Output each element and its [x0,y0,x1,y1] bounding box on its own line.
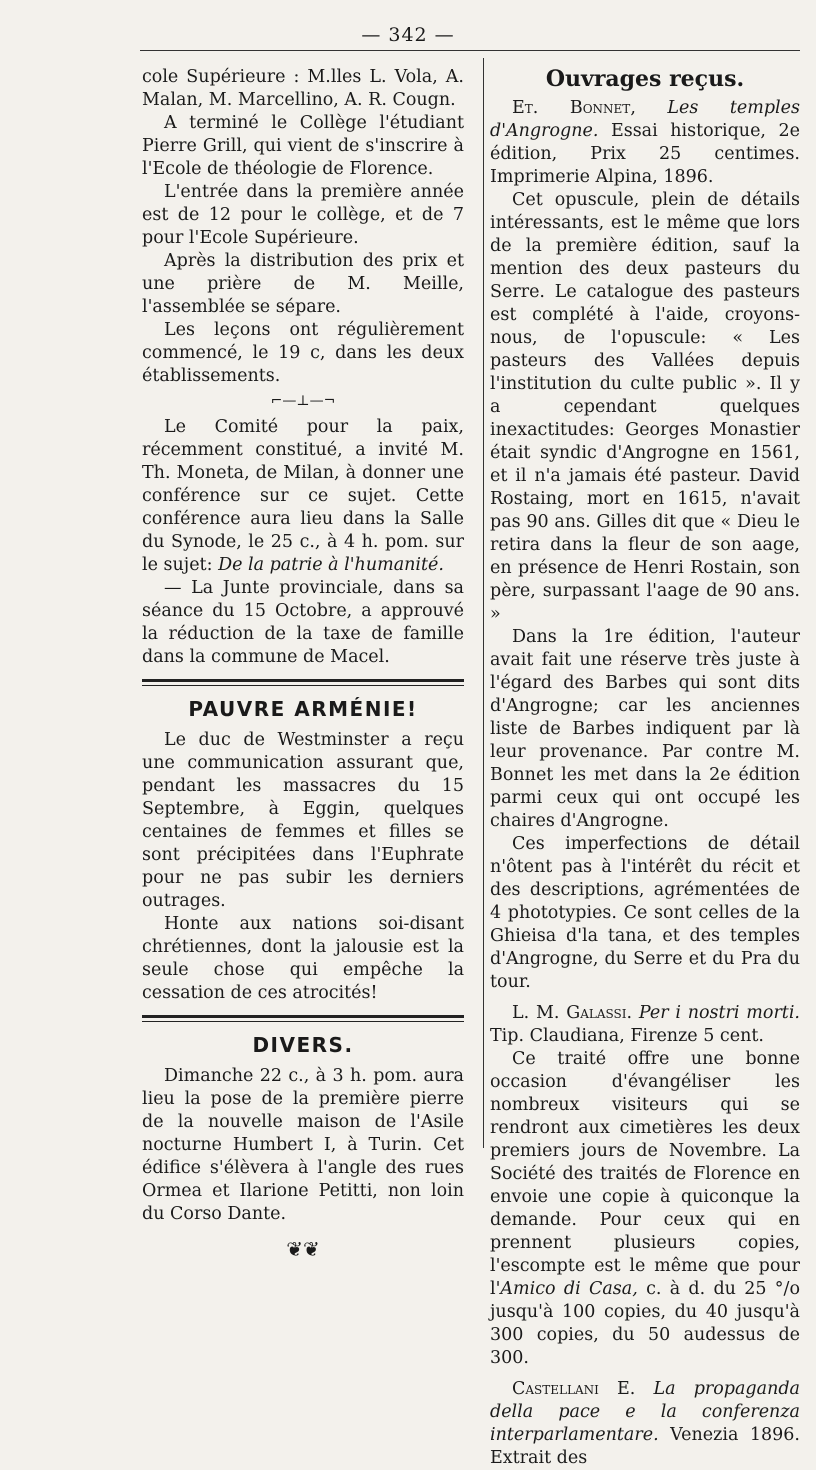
paragraph: Honte aux nations soi-disant chrétiennes, dont la jalousie est la seule chose qui empêche la cessation de ces atrocités! [142,914,464,1003]
left-column [142,66,464,1261]
book-title: Les temples d'Angrogne. [490,98,800,141]
section-heading: DIVERS. [252,1033,354,1057]
publication-info: Essai historique, 2e édition, Prix 25 centimes. Imprimerie Alpina, 1896. [490,121,800,187]
author: L. M. Galassi. [512,1003,633,1023]
author: Castellani E. [512,1379,636,1399]
ornament: ❦❦ [286,1237,320,1261]
paragraph: cole Supérieure : M.lles L. Vola, A. Malan, M. Marcellino, A. R. Cougn. [142,67,464,110]
book-entry [490,1378,800,1470]
paragraph: L'entrée dans la première année est de 12 pour le collège, et de 7 pour l'Ecole Supérieure. [142,182,464,248]
paragraph: Après la distribution des prix et une prière de M. Meille, l'assemblée se sépare. [142,251,464,317]
section-rule [142,679,464,686]
book-entry [490,1002,800,1048]
section-heading: PAUVRE ARMÉNIE! [188,697,418,721]
lecture-title: De la patrie à l'humanité. [218,555,444,575]
paragraph [490,1048,800,1370]
publication-info: Tip. Claudiana, Firenze 5 cent. [490,1026,764,1046]
section-rule [142,1015,464,1022]
paragraph-text: c. à d. du 25 °/o jusqu'à 100 copies, du 40 jusqu'à 300 copies, du 50 audessus de 300. [490,1279,800,1368]
book-title: Per i nostri morti. [638,1003,800,1023]
right-column [490,66,800,1470]
paragraph: Cet opuscule, plein de détails intéressants, est le même que lors de la première édition, sauf la mention des deux pasteurs du Serre. Le catalogue des pasteurs est complété à l'aide, croyons-nous, de l'opuscule: « Les pasteurs des Vallées depuis l'institution du culte public ». Il y a cependant quelques inexactitudes: Georges Monastier était syndic d'Angrogne en 1561, et il n'a jamais été pasteur. David Rostaing, mort en 1615, n'avait pas 90 ans. Gilles dit que « Dieu le retira dans la fleur de son aage, en présence de Henri Rostain, son père, surpassant l'aage de 90 ans. » [490,190,800,624]
paragraph-text: Ce traité offre une bonne occasion d'évangéliser les nombreux visiteurs qui se rendront aux cimetières les deux premiers jours de Novembre. La Société des traités de Florence en envoie une copie à quiconque la demande. Pour ceux qui en prennent plusieurs copies, l'escompte est le même que pour l' [490,1049,800,1299]
page-number: — 342 — [361,24,455,46]
paragraph: A terminé le Collège l'étudiant Pierre Grill, qui vient de s'inscrire à l'Ecole de théologie de Florence. [142,113,464,179]
small-separator: ⌐—⊥—¬ [270,393,336,409]
book-title: La propaganda della pace e la conferenza interparlamentare. [490,1379,800,1445]
publication-info: Venezia 1896. Extrait des [490,1425,800,1468]
paragraph [142,416,464,577]
section-heading: Ouvrages reçus. [545,66,745,92]
paragraph: Les leçons ont régulièrement commencé, le 19 c, dans les deux établissements. [142,320,464,386]
periodical-title: Amico di Casa, [500,1279,638,1299]
paragraph-text: Le Comité pour la paix, récemment constitué, a invité M. Th. Moneta, de Milan, à donner une conférence sur ce sujet. Cette conférence aura lieu dans la Salle du Synode, le 25 c., à 4 h. pom. sur le sujet: [142,417,464,575]
paragraph: Ces imperfections de détail n'ôtent pas à l'intérêt du récit et des descriptions, agrémentées de 4 phototypies. Ce sont celles de la Ghieisa d'la tana, et des temples d'Angrogne, du Serre et du Pra du tour. [490,834,800,992]
book-entry [490,97,800,189]
column-divider [483,58,484,1148]
paragraph: Dans la 1re édition, l'auteur avait fait une réserve très juste à l'égard des Barbes qui sont dits d'Angrogne; car les anciennes liste de Barbes indiquent par là leur provenance. Par contre M. Bonnet les met dans la 2e édition parmi ceux qui ont occupé les chaires d'Angrogne. [490,627,800,831]
paragraph: Le duc de Westminster a reçu une communication assurant que, pendant les massacres du 15 Septembre, à Eggin, quelques centaines de femmes et filles se sont précipitées dans l'Euphrate pour ne pas subir les derniers outrages. [142,730,464,911]
paragraph: Dimanche 22 c., à 3 h. pom. aura lieu la pose de la première pierre de la nouvelle maison de l'Asile nocturne Humbert I, à Turin. Cet édifice s'élèvera à l'angle des rues Ormea et Ilarione Petitti, non loin du Corso Dante. [142,1066,464,1224]
paragraph: — La Junte provinciale, dans sa séance du 15 Octobre, a approuvé la réduction de la taxe de famille dans la commune de Macel. [142,578,464,667]
author: Et. Bonnet, [512,98,636,118]
top-rule [140,50,800,51]
